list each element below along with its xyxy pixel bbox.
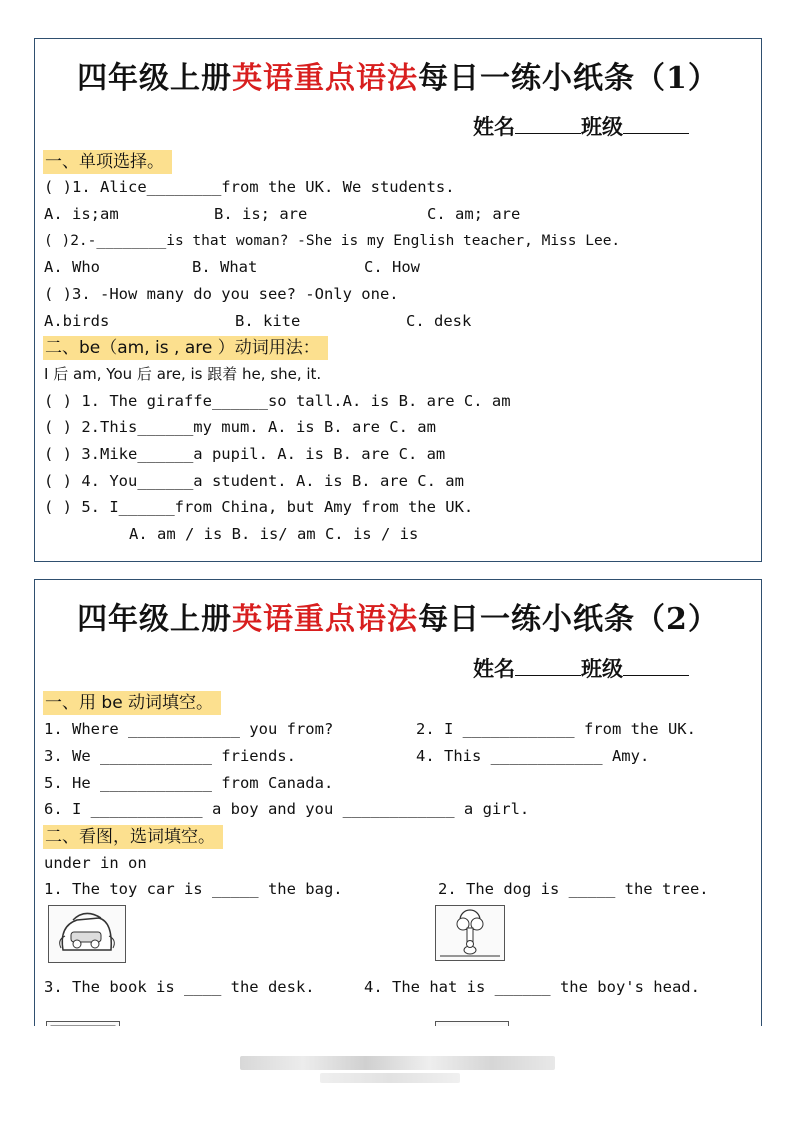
section-heading: 一、单项选择。 [43,150,172,174]
class-blank[interactable] [623,115,689,134]
blurred-footer-text [320,1073,460,1083]
worksheet-card-2 [34,579,762,1026]
hat-on-head-image [435,1021,509,1026]
title-prefix: 四年级上册 [77,61,233,96]
name-class-line [473,653,689,683]
q3-option-b: B. kite [235,312,301,330]
class-label: 班级 [581,656,623,681]
question-2: ( )2.-________is that woman? -She is my English teacher, Miss Lee. [44,233,621,249]
blurred-footer-text [240,1056,555,1070]
name-blank[interactable] [515,657,581,676]
picture-question-4: 4. The hat is ______ the boy's head. [364,978,700,996]
name-label: 姓名 [473,656,515,681]
be-question-4: ( ) 4. You______a student. A. is B. are C. am [44,472,464,490]
worksheet-card-1 [34,38,762,562]
dog-under-tree-image [435,905,505,961]
fill-question-3: 3. We ____________ friends. [44,747,296,765]
be-question-1: ( ) 1. The giraffe______so tall.A. is B. are C. am [44,392,511,410]
grammar-rule: I 后 am, You 后 are, is 跟着 he, she, it. [44,365,322,383]
word-bank: under in on [44,854,147,872]
q1-option-c: C. am; are [427,205,521,223]
be-question-5: ( ) 5. I______from China, but Amy from the UK. [44,498,474,516]
class-blank[interactable] [623,657,689,676]
section-heading: 二、be（am, is , are ）动词用法： [43,336,328,360]
q2-option-b: B. What [192,258,258,276]
toy-car-in-bag-image [48,905,126,963]
card-title [35,594,761,638]
be-question-2: ( ) 2.This______my mum. A. is B. are C. am [44,418,436,436]
name-blank[interactable] [515,115,581,134]
class-label: 班级 [581,114,623,139]
card-title [35,53,761,97]
be-question-3: ( ) 3.Mike______a pupil. A. is B. are C. am [44,445,446,463]
book-on-desk-image [46,1021,120,1026]
fill-question-2: 2. I ____________ from the UK. [416,720,696,738]
q2-option-a: A. Who [44,258,100,276]
picture-question-2: 2. The dog is _____ the tree. [438,880,709,898]
picture-question-1: 1. The toy car is _____ the bag. [44,880,343,898]
fill-question-1: 1. Where ____________ you from? [44,720,334,738]
picture-question-3: 3. The book is ____ the desk. [44,978,315,996]
q3-option-a: A.birds [44,312,110,330]
section-heading: 二、看图，选词填空。 [43,825,223,849]
section-heading: 一、用 be 动词填空。 [43,691,221,715]
q3-option-c: C. desk [406,312,472,330]
fill-question-6: 6. I ____________ a boy and you ____________ a girl. [44,800,530,818]
title-highlight: 英语重点语法 [232,61,419,96]
name-class-line [473,111,689,141]
question-1: ( )1. Alice________from the UK. We students. [44,178,455,196]
question-3: ( )3. -How many do you see? -Only one. [44,285,399,303]
q1-option-a: A. is;am [44,205,119,223]
title-prefix: 四年级上册 [77,602,233,637]
be-question-5-options: A. am / is B. is/ am C. is / is [129,525,419,543]
title-highlight: 英语重点语法 [232,602,419,637]
fill-question-5: 5. He ____________ from Canada. [44,774,334,792]
name-label: 姓名 [473,114,515,139]
q1-option-b: B. is; are [214,205,308,223]
title-suffix: 每日一练小纸条（2） [418,602,719,637]
q2-option-c: C. How [364,258,420,276]
fill-question-4: 4. This ____________ Amy. [416,747,650,765]
title-suffix: 每日一练小纸条（1） [418,61,719,96]
